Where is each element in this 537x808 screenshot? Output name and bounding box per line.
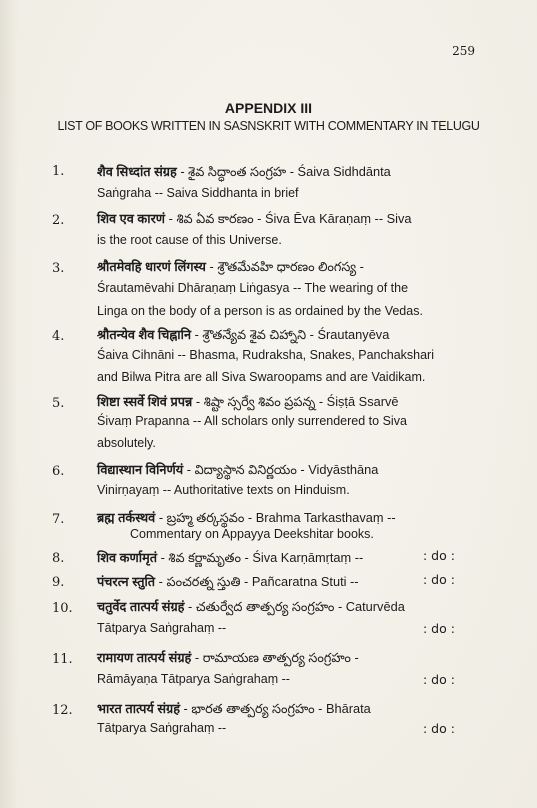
ditto-marker: : do : <box>423 548 455 563</box>
entry-title-line <box>97 548 363 569</box>
ditto-marker: : do : <box>423 572 455 587</box>
telugu-title: - బ్రహ్మ తర్కస్థవం - <box>158 510 253 525</box>
entry-title-line <box>97 699 371 720</box>
entry-title-line <box>97 392 399 413</box>
telugu-title: - పంచరత్న స్తుతి - <box>158 574 249 589</box>
devanagari-title: विद्यास्थान विनिर्णयं <box>97 462 184 477</box>
entry-number: 8. <box>52 551 65 566</box>
entry-number: 7. <box>52 512 65 527</box>
devanagari-title: पंचरत्न स्तुति <box>97 574 156 589</box>
entry-description: -- Bhasma, Rudraksha, Snakes, Panchakshari <box>177 348 434 362</box>
telugu-title: - శివ కర్ణామృతం - <box>160 550 249 565</box>
devanagari-title: श्रौतन्येव शैव चिह्नानि <box>97 327 192 342</box>
entry-description-line2: Linga on the body of a person is as ordained by the Vedas. <box>97 304 423 318</box>
entry-description-line2: absolutely. <box>97 436 156 450</box>
transliteration: Śiṣṭā Ssarvē <box>326 394 399 409</box>
entry-number: 6. <box>52 464 65 479</box>
entry-number: 11. <box>52 652 73 667</box>
appendix-subtitle: LIST OF BOOKS WRITTEN IN SASNSKRIT WITH COMMENTARY IN TELUGU <box>57 119 480 133</box>
ditto-marker: : do : <box>423 721 455 736</box>
entry-continuation <box>97 186 299 200</box>
entry-number: 10. <box>52 601 73 616</box>
transliteration: Pañcaratna Stuti -- <box>251 574 359 589</box>
entry-number: 3. <box>52 261 65 276</box>
entry-number: 9. <box>52 575 65 590</box>
page-number: 259 <box>452 44 475 58</box>
transliteration: Vidyāsthāna <box>308 462 379 477</box>
transliteration: Śrautamēvahi Dhāraṇaṃ Liṅgasya <box>97 281 290 295</box>
entry-description-line2: and Bilwa Pitra are all Siva Swaroopams and are Vaidikam. <box>97 370 426 384</box>
telugu-title: - రామాయణ తాత్పర్య సంగ్రహం - <box>194 650 359 665</box>
entry-title-line <box>97 325 389 346</box>
entry-number: 4. <box>52 329 65 344</box>
transliteration: Śiva Karṇāmṛtaṃ -- <box>252 550 364 565</box>
entry-title-line <box>97 162 391 183</box>
entry-continuation <box>97 483 350 497</box>
transliteration: Bhārata <box>325 701 371 716</box>
ditto-marker: : do : <box>423 672 455 687</box>
entry-continuation <box>97 414 407 428</box>
entry-description: -- Authoritative texts on Hinduism. <box>162 483 350 497</box>
entry-number: 12. <box>52 703 73 718</box>
entry-title-line <box>97 257 364 278</box>
transliteration-cont: Śaiva Cihnāni <box>97 348 175 362</box>
transliteration-cont: Śivaṃ Prapanna <box>97 414 190 428</box>
entry-description: is the root cause of this Universe. <box>97 233 282 247</box>
entry-title-line <box>97 209 412 230</box>
entry-title-line <box>97 648 359 669</box>
telugu-title: - శివ ఏవ కారణం - <box>168 211 262 226</box>
telugu-title: - భారత తాత్పర్య సంగ్రహం - <box>183 701 323 716</box>
entry-number: 2. <box>52 213 65 228</box>
transliteration-cont: Saṅgraha <box>97 186 152 200</box>
entry-title-line <box>97 508 396 529</box>
telugu-title: - శ్రౌతమేవహి ధారణం లింగస్య - <box>209 259 364 274</box>
entry-description: -- All scholars only surrendered to Siva <box>192 414 407 428</box>
telugu-title: - శైవ సిద్ధాంత సంగ్రహ - <box>180 164 294 179</box>
devanagari-title: शैव सिध्दांत संग्रह <box>97 164 177 179</box>
entry-continuation <box>97 348 434 362</box>
transliteration: Śaiva Sidhdānta <box>297 164 391 179</box>
transliteration: Caturvēda <box>345 599 405 614</box>
devanagari-title: शिव एव कारणं <box>97 211 166 226</box>
entry-title-line <box>97 597 405 618</box>
devanagari-title: श्रौतमेवहि धारणं लिंगस्य <box>97 259 206 274</box>
transliteration: Brahma Tarkasthavaṃ -- <box>255 510 396 525</box>
entry-title-line <box>97 460 378 481</box>
transliteration-cont: Tātparya Saṅgrahaṃ -- <box>97 621 227 635</box>
transliteration: Śiva Ēva Kāraṇaṃ -- Siva <box>265 211 412 226</box>
entry-number: 1. <box>52 164 65 179</box>
entry-number: 5. <box>52 396 65 411</box>
devanagari-title: ब्रह्म तर्कस्थवं <box>97 510 156 525</box>
devanagari-title: शिव कर्णामृतं <box>97 550 158 565</box>
telugu-title: - చతుర్వేద తాత్పర్య సంగ్రహం - <box>188 599 343 614</box>
ditto-marker: : do : <box>423 621 455 636</box>
entry-description: Commentary on Appayya Deekshitar books. <box>130 527 374 541</box>
entry-description: -- The wearing of the <box>292 281 409 295</box>
appendix-title: APPENDIX III <box>224 100 313 116</box>
entry-description: -- Saiva Siddhanta in brief <box>154 186 299 200</box>
devanagari-title: शिष्टा स्सर्वे शिवं प्रपन्न <box>97 394 193 409</box>
devanagari-title: भारत तात्पर्य संग्रहं <box>97 701 180 716</box>
entry-continuation <box>97 281 408 295</box>
entry-title-line <box>97 572 359 593</box>
telugu-title: - శిష్టా స్సర్వే శివం ప్రపన్న - <box>195 394 324 409</box>
telugu-title: - విద్యాస్థాన వినిర్ణయం - <box>186 462 305 477</box>
telugu-title: - శ్రౌతన్యేవ శైవ చిహ్నాని - <box>194 327 314 342</box>
transliteration-cont: Vinirṇayaṃ <box>97 483 160 497</box>
transliteration-cont: Rāmāyaṇa Tātparya Saṅgrahaṃ -- <box>97 672 290 686</box>
transliteration-cont: Tātparya Saṅgrahaṃ -- <box>97 721 227 735</box>
transliteration: Śrautanyēva <box>317 327 390 342</box>
devanagari-title: चतुर्वेद तात्पर्य संग्रहं <box>97 599 185 614</box>
devanagari-title: रामायण तात्पर्य संग्रहं <box>97 650 192 665</box>
